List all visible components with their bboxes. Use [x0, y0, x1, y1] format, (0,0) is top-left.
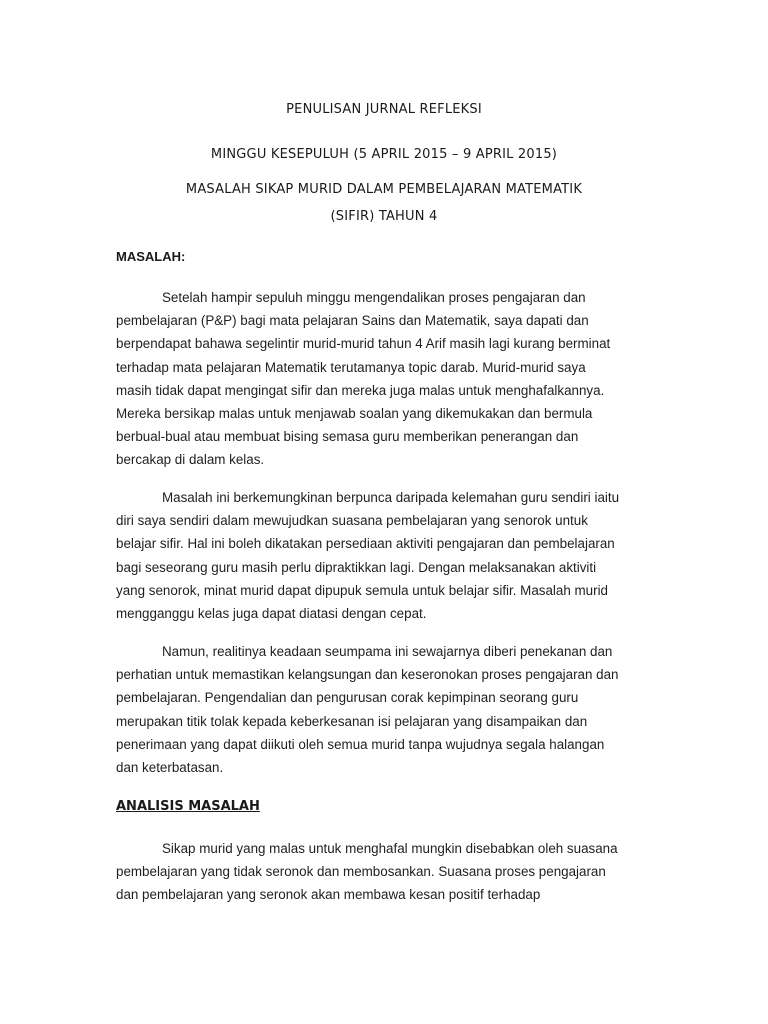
paragraph-2: [116, 486, 656, 625]
paragraph-line: pembelajaran (P&P) bagi mata pelajaran Sains dan Matematik, saya dapati dan: [116, 313, 589, 329]
paragraph-line: bagi seseorang guru masih perlu dipraktikkan lagi. Dengan melaksanakan aktiviti: [116, 559, 597, 575]
paragraph-line: Masalah ini berkemungkinan berpunca daripada kelemahan guru sendiri iaitu: [162, 490, 620, 505]
section-heading-analisis: ANALISIS MASALAH: [116, 799, 260, 814]
paragraph-line: dan pembelajaran yang seronok akan membawa kesan positif terhadap: [116, 887, 541, 903]
paragraph-line: terhadap mata pelajaran Matematik terutamanya topic darab. Murid-murid saya: [116, 359, 586, 375]
topic-heading-line-2: (SIFIR) TAHUN 4: [330, 209, 438, 224]
paragraph-line: bercakap di dalam kelas.: [116, 452, 265, 468]
paragraph-line: mengganggu kelas juga dapat diatasi dengan cepat.: [116, 606, 427, 622]
paragraph-line: pembelajaran yang tidak seronok dan membosankan. Suasana proses pengajaran: [116, 864, 606, 880]
paragraph-line: merupakan titik tolak kepada keberkesanan isi pelajaran yang disampaikan dan: [116, 713, 588, 729]
paragraph-4: [116, 837, 656, 907]
paragraph-line: berpendapat bahawa segelintir murid-murid tahun 4 Arif masih lagi kurang berminat: [116, 336, 611, 352]
paragraph-1: [116, 286, 656, 472]
paragraph-line: berbual-bual atau membuat bising semasa guru memberikan penerangan dan: [116, 429, 579, 445]
week-heading: MINGGU KESEPULUH (5 APRIL 2015 – 9 APRIL 2015): [210, 147, 558, 162]
paragraph-line: Sikap murid yang malas untuk menghafal mungkin disebabkan oleh suasana: [162, 841, 618, 856]
section-heading-masalah: MASALAH:: [116, 249, 186, 264]
paragraph-line: penerimaan yang dapat diikuti oleh semua murid tanpa wujudnya segala halangan: [116, 736, 605, 752]
paragraph-line: Setelah hampir sepuluh minggu mengendalikan proses pengajaran dan: [162, 290, 586, 305]
paragraph-line: perhatian untuk memastikan kelangsungan dan keseronokan proses pengajaran dan: [116, 667, 619, 683]
paragraph-line: Namun, realitinya keadaan seumpama ini sewajarnya diberi penekanan dan: [162, 644, 613, 659]
paragraph-line: masih tidak dapat mengingat sifir dan mereka juga malas untuk menghafalkannya.: [116, 382, 605, 398]
paragraph-line: Mereka bersikap malas untuk menjawab soalan yang dikemukakan dan bermula: [116, 406, 593, 422]
paragraph-line: diri saya sendiri dalam mewujudkan suasana pembelajaran yang senorok untuk: [116, 513, 588, 529]
paragraph-line: belajar sifir. Hal ini boleh dikatakan persediaan aktiviti pengajaran dan pembelajaran: [116, 536, 615, 552]
topic-heading-line-1: MASALAH SIKAP MURID DALAM PEMBELAJARAN MATEMATIK: [185, 182, 583, 197]
paragraph-line: dan keterbatasan.: [116, 760, 224, 776]
journal-title: PENULISAN JURNAL REFLEKSI: [286, 102, 482, 117]
paragraph-3: [116, 640, 656, 779]
paragraph-line: yang senorok, minat murid dapat dipupuk semula untuk belajar sifir. Masalah murid: [116, 582, 608, 598]
paragraph-line: pembelajaran. Pengendalian dan pengurusan corak kepimpinan seorang guru: [116, 690, 579, 706]
